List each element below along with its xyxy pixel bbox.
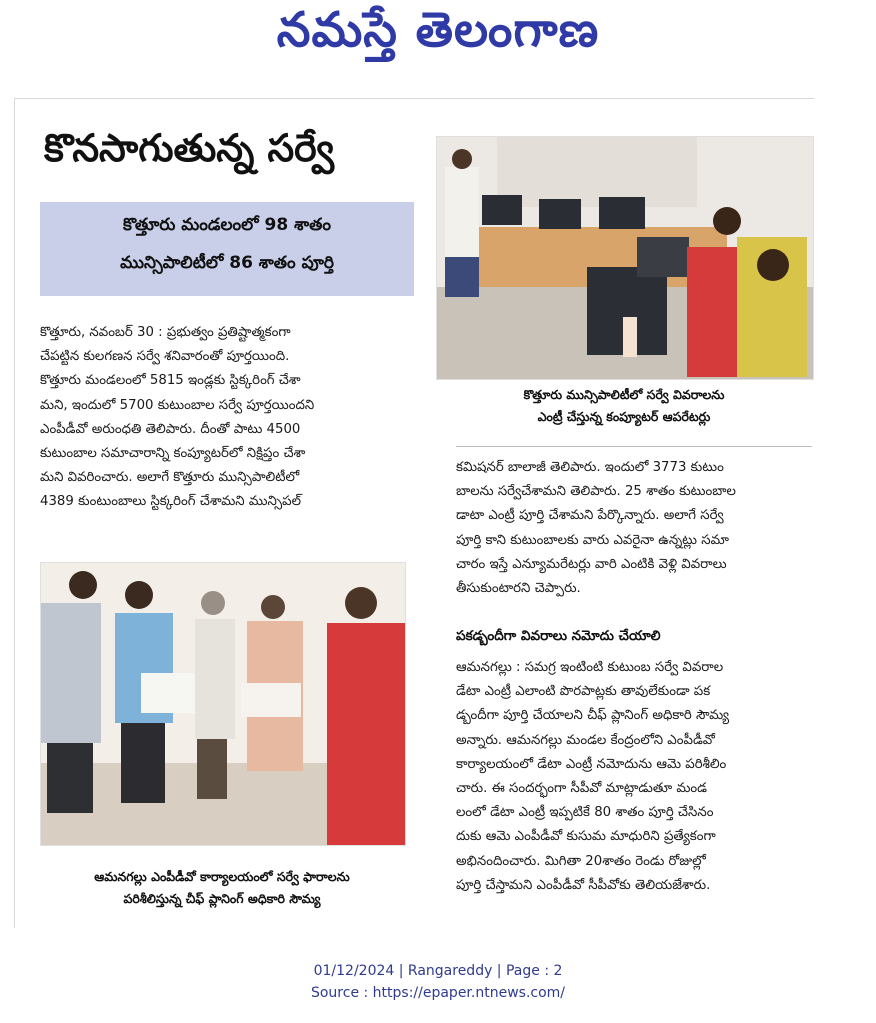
text-line: ఆమనగల్లు : సమగ్ర ఇంటింటి కుటుంబ సర్వే వివరాల bbox=[456, 660, 724, 675]
caption-divider bbox=[456, 446, 812, 447]
text-line: కొత్తూరు, నవంబర్ 30 : ప్రభుత్వం ప్రతిష్టాత్మకంగా bbox=[40, 325, 291, 340]
photo-computer-operators-illustration bbox=[437, 137, 813, 379]
caption-line: ఎంట్రీ చేస్తున్న కంప్యూటర్ ఆపరేటర్లు bbox=[537, 409, 711, 424]
text-line: అన్నారు. ఆమనగల్లు మండల కేంద్రంలోని ఎంపీడీవో bbox=[456, 732, 715, 748]
photo-computer-operators bbox=[436, 136, 814, 380]
caption-line: కొత్తూరు మున్సిపాలిటీలో సర్వే వివరాలను bbox=[523, 387, 725, 402]
text-line: చారం ఇస్తే ఎన్యూమరేటర్లు వారి ఎంటికి వెళ్లి వివరాలు bbox=[456, 556, 727, 572]
article-headline: కొనసాగుతున్న సర్వే bbox=[44, 126, 335, 170]
text-line: కుటుంబాల సమాచారాన్ని కంప్యూటర్‌లో నిక్షిప్తం చేశా bbox=[40, 446, 306, 462]
text-line: దుకు ఆమె ఎంపీడీవో కుసుమ మాధురిని ప్రత్యేకంగా bbox=[456, 829, 716, 845]
page-footer bbox=[0, 960, 876, 1004]
photo-officials-reviewing-forms bbox=[40, 562, 406, 846]
photo-caption-2 bbox=[40, 866, 404, 910]
text-line: లంలో డేటా ఎంట్రీ ఇప్పటికే 80 శాతం పూర్తి చేసినం bbox=[456, 805, 714, 821]
text-line: మని, ఇందులో 5700 కుటుంబాల సర్వే పూర్తయిందని bbox=[40, 397, 315, 413]
masthead bbox=[0, 0, 876, 80]
text-line: డ్బందీగా పూర్తి చేయాలని చీఫ్ ప్లానింగ్ అధికారి సౌమ్య bbox=[456, 708, 730, 724]
text-line: ఎంపీడీవో అరుంధతి తెలిపారు. దీంతో పాటు 4500 bbox=[40, 421, 301, 437]
footer-source-line: Source : https://epaper.ntnews.com/ bbox=[310, 985, 566, 1001]
caption-line: పరిశీలిస్తున్న చీఫ్ ప్లానింగ్ అధికారి సౌమ్య bbox=[123, 891, 321, 906]
text-line: కమిషనర్ బాలాజీ తెలిపారు. ఇందులో 3773 కుటుం bbox=[456, 460, 724, 475]
footer-edition-line: 01/12/2024 | Rangareddy | Page : 2 bbox=[313, 963, 563, 979]
subhead-line-1: కొత్తూరు మండలంలో 98 శాతం bbox=[123, 215, 331, 235]
newspaper-logo: నమస్తే తెలంగాణ bbox=[276, 2, 600, 58]
subhead-box bbox=[40, 202, 414, 296]
text-line: 4389 కుంటుంబాలు స్టిక్కరింగ్ చేశామని మున్సిపల్ bbox=[40, 494, 302, 510]
photo-caption-1 bbox=[436, 384, 812, 428]
text-line: కార్యాలయంలో డేటా ఎంట్రీ నమోదును ఆమె పరిశీలిం bbox=[456, 756, 727, 772]
text-line: మని వివరించారు. అలాగే కొత్తూరు మున్సిపాలిటీలో bbox=[40, 470, 300, 486]
text-line: బాలను సర్వేచేశామని తెలిపారు. 25 శాతం కుటుంబాల bbox=[456, 484, 736, 500]
text-line: డాటా ఎంట్రీ పూర్తి చేశామని పేర్కొన్నారు. అలాగే సర్వే bbox=[456, 508, 724, 524]
photo-officials-reviewing-forms-illustration bbox=[41, 563, 405, 845]
text-line: అభినందించారు. మిగితా 20శాతం రెండు రోజుల్లో bbox=[456, 853, 706, 869]
text-line: పూర్తి కాని కుటుంబాలకు వారు ఎవరైనా ఉన్నట్లు సమా bbox=[456, 532, 729, 548]
article-column-1 bbox=[40, 321, 418, 515]
article-column-3 bbox=[456, 656, 816, 898]
text-line: కొత్తూరు మండలంలో 5815 ఇండ్లకు స్టిక్కరింగ్ చేశా bbox=[40, 373, 301, 389]
article-column-2 bbox=[456, 456, 816, 601]
text-line: తీసుకుంటారని చెప్పారు. bbox=[456, 581, 581, 597]
page-margin-rule bbox=[14, 98, 15, 928]
text-line: చారు. ఈ సందర్భంగా సీపీవో మాట్లాడుతూ మండ bbox=[456, 781, 707, 797]
caption-line: ఆమనగల్లు ఎంపీడీవో కార్యాలయంలో సర్వే ఫారాలను bbox=[94, 869, 350, 884]
text-line: డేటా ఎంట్రీ ఎలాంటి పొరపాట్లకు తావులేకుండా పక bbox=[456, 684, 711, 700]
subhead-line-2: మున్సిపాలిటీలో 86 శాతం పూర్తి bbox=[120, 253, 334, 273]
section-heading: పకడ్బందీగా వివరాలు నమోదు చేయాలి bbox=[456, 628, 661, 644]
text-line: పూర్తి చేస్తామని ఎంపీడీవో సీపీవోకు తెలియజేశారు. bbox=[456, 877, 711, 893]
header-divider bbox=[14, 98, 814, 99]
text-line: చేపట్టిన కులగణన సర్వే శనివారంతో పూర్తయింది. bbox=[40, 349, 290, 365]
